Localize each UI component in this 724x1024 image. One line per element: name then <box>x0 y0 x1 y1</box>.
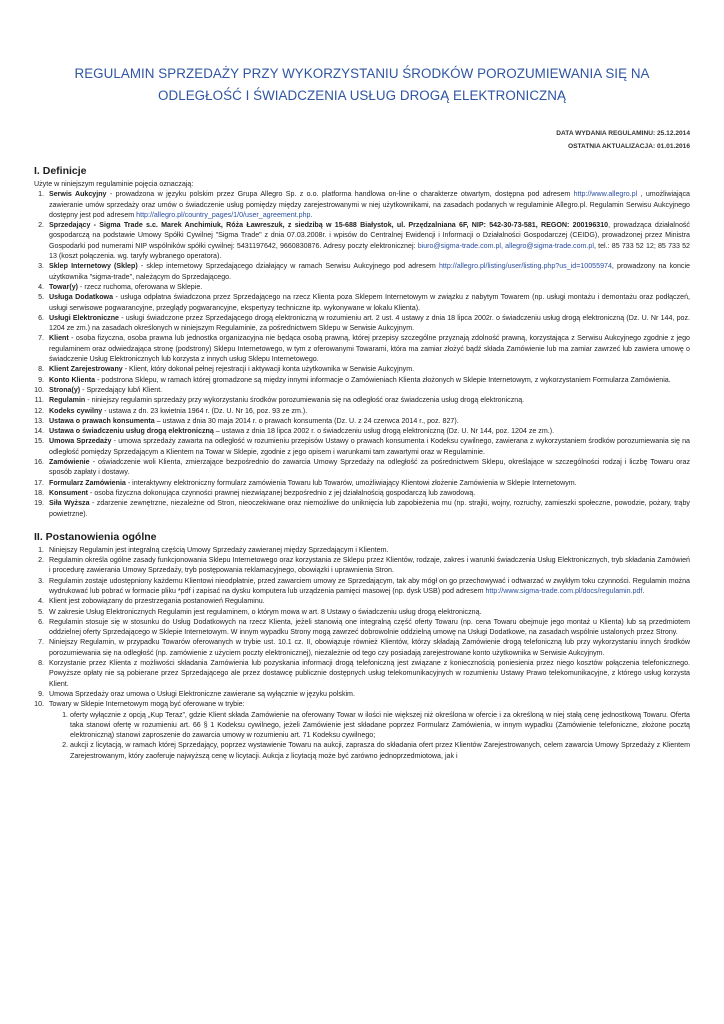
definition-item <box>34 416 690 426</box>
item-number: 3. <box>38 576 44 585</box>
item-number: 5. <box>38 607 44 616</box>
item-text: W zakresie Usług Elektronicznych Regulamin jest regulaminem, o którym mowa w art. 8 Ustawy o świadczeniu usług drogą elektroniczną. <box>49 607 482 616</box>
defined-term: Klient Zarejestrowany <box>49 365 123 374</box>
item-text: - umowa sprzedaży zawarta na odległość w rozumieniu przepisów Ustawy o prawach konsumenta i Kodeksu cywilnego, zawierana z wykorzystaniem środków porozumiewania się na odległość pomiędzy Sprzedającym a Klientem na Towar w Sklepie, zgodnie z jego opisem i warunkami tam zawartymi oraz w Regulaminie. <box>49 437 690 456</box>
item-text: , tel.: 85 733 52 12; 85 733 52 13 (koszt połączenia. wg. taryfy wybranego operatora). <box>49 241 690 261</box>
defined-term: Towar(y) <box>49 282 79 291</box>
item-number: 17. <box>34 478 44 487</box>
item-link[interactable]: http://allegro.pl/country_pages/1/0/user_agreement.php <box>136 210 311 219</box>
item-text: - podstrona Sklepu, w ramach której gromadzone są między innymi informacje o Zamówieniach Klienta złożonych w Sklepie Internetowym, z wykorzystaniem Formularza Zamówienia. <box>95 375 671 384</box>
item-number: 7. <box>38 334 44 343</box>
item-number: 2. <box>38 556 44 565</box>
item-link[interactable]: biuro@sigma-trade.com.pl, allegro@sigma-trade.com.pl <box>417 241 594 250</box>
definition-item <box>34 292 690 313</box>
defined-term: Ustawa o świadczeniu usług drogą elektroniczną <box>49 427 214 436</box>
item-text: – ustawa z dnia 18 lipca 2002 r. o świadczeniu usług drogą elektroniczną (Dz. U. Nr 144, poz. 1204 ze zm.). <box>213 427 555 436</box>
provision-item <box>34 699 690 709</box>
provision-subitems <box>34 710 690 761</box>
item-text: . <box>310 210 313 219</box>
item-text: - niniejszy regulamin sprzedaży przy wykorzystaniu środków porozumiewania się na odległość oraz świadczenia usług drogą elektroniczną. <box>85 396 525 405</box>
definition-item <box>34 220 690 261</box>
defined-term: Siła Wyższa <box>49 499 90 508</box>
item-text: Niniejszy Regulamin jest integralną częścią Umowy Sprzedaży zawieranej między Sprzedającym i Klientem. <box>49 545 389 554</box>
defined-term: Usługi Elektroniczne <box>49 313 119 322</box>
item-number: 4. <box>38 597 44 606</box>
item-text: Umowa Sprzedaży oraz umowa o Usługi Elektroniczne zawierane są wyłącznie w języku polskim. <box>49 689 355 698</box>
issue-date: DATA WYDANIA REGULAMINU: 25.12.2014 <box>556 130 690 137</box>
item-number: 10. <box>34 385 44 394</box>
defined-term: Sklep Internetowy (Sklep) <box>49 262 138 271</box>
item-number: 13. <box>34 416 44 425</box>
provision-item <box>34 545 690 555</box>
item-number: 3. <box>38 262 44 271</box>
defined-term: Formularz Zamówienia <box>49 478 126 487</box>
section-heading-general: II. Postanowienia ogólne <box>34 530 157 543</box>
definition-item <box>34 406 690 416</box>
provision-item <box>34 576 690 597</box>
item-text: - usługi świadczone przez Sprzedającego drogą elektroniczną w rozumieniu art. 2 ust. 4 ustawy z dnia 18 lipca 2002r. o świadczeniu usług drogą elektroniczną (Dz. U. Nr 144, poz. 1204 ze zm.) na zasadach określonych w niniejszym Regulaminie, za pośrednictwem Sklepu w Serwisie Aukcyjnym. <box>49 313 690 333</box>
definitions-list <box>34 189 690 519</box>
definition-item <box>34 313 690 334</box>
item-number: 18. <box>34 488 44 497</box>
item-number: 6. <box>38 617 44 626</box>
defined-term: Strona(y) <box>49 385 81 394</box>
item-text: - Sprzedający lub/i Klient. <box>80 385 163 394</box>
item-text: Klient jest zobowiązany do przestrzegania postanowień Regulaminu. <box>49 597 265 606</box>
item-text: . <box>642 586 645 595</box>
item-number: 19. <box>34 499 44 508</box>
definition-item <box>34 189 690 220</box>
item-number: 6. <box>38 313 44 322</box>
definition-item <box>34 457 690 478</box>
definition-item <box>34 261 690 282</box>
provision-item <box>34 658 690 689</box>
defined-term: Konsument <box>49 488 89 497</box>
item-number: 16. <box>34 458 44 467</box>
document-title <box>34 0 690 107</box>
item-number: 8. <box>38 365 44 374</box>
defined-term: Zamówienie <box>49 458 90 467</box>
provision-subitem <box>58 740 690 761</box>
item-text: - osoba fizyczna dokonująca czynności prawnej niezwiązanej bezpośrednio z jej działalnością gospodarczą lub zawodową. <box>88 488 476 497</box>
item-text: , umożliwiająca zawieranie umów sprzedaży oraz umów o świadczenie usług pomiędzy między zarejestrowanymi w niej użytkownikami, na zasadach podanych w regulaminie Allegro.pl. Regulamin Serwisu Aukcyjnego dostępny jest pod adresem <box>49 190 690 219</box>
definition-item <box>34 478 690 488</box>
item-number: 7. <box>38 638 44 647</box>
provision-item <box>34 555 690 576</box>
item-text: - usługa odpłatna świadczona przez Sprzedającego na rzecz Klienta poza Sklepem Internetowym w związku z nabytym Towarem (np. usługi montażu i demontażu oraz podłączeń, usługi serwisowe pogwarancyjne, przeglądy pogwarancyjne, ekspertyzy techniczne itp. wykonywane w lokalu Klienta). <box>49 293 690 312</box>
general-provisions-list <box>34 545 690 761</box>
title-line-1: REGULAMIN SPRZEDAŻY PRZY WYKORZYSTANIU ŚRODKÓW POROZUMIEWANIA SIĘ NA <box>74 66 650 81</box>
defined-term: Serwis Aukcyjny <box>49 190 107 199</box>
item-text: - oświadczenie woli Klienta, zmierzające bezpośrednio do zawarcia Umowy Sprzedaży na odległość za pośrednictwem Sklepu, określające w szczególności rodzaj i liczbę Towaru oraz sposób zapłaty i dostawy. <box>49 458 690 477</box>
definition-item <box>34 498 690 519</box>
definition-item <box>34 375 690 385</box>
item-number: 11. <box>34 396 44 405</box>
definition-item <box>34 436 690 457</box>
defined-term: Konto Klienta <box>49 375 96 384</box>
title-line-2: ODLEGŁOŚĆ I ŚWIADCZENIA USŁUG DROGĄ ELEKTRONICZNĄ <box>158 88 566 103</box>
item-number: 5. <box>38 293 44 302</box>
item-number: 1. <box>38 545 44 554</box>
item-number: 1. <box>38 190 44 199</box>
item-number: 4. <box>38 282 44 291</box>
item-number: 12. <box>34 406 44 415</box>
defined-term: Klient <box>49 334 69 343</box>
item-number: 10. <box>34 700 44 709</box>
item-text: - Klient, który dokonał pełnej rejestracji i aktywacji konta użytkownika w Serwisie Aukcyjnym. <box>122 365 415 374</box>
item-number: 9. <box>38 375 44 384</box>
definitions-lead: Użyte w niniejszym regulaminie pojęcia oznaczają: <box>34 180 194 188</box>
defined-term: Regulamin <box>49 396 86 405</box>
item-text: aukcji z licytacją, w ramach której Sprzedający, poprzez wystawienie Towaru na aukcji, zaprasza do składania ofert przez Klientów Zarejestrowanych, celem zawarcia Umowy Sprzedaży z Klientem Zarejestrowanym, który zaoferuje najwyższą cenę w licytacji. Aukcja z licytacją może być zarówno jednoprzedmiotowa, jak i <box>70 741 690 760</box>
item-number: 2. <box>62 741 68 750</box>
definition-item <box>34 385 690 395</box>
item-text: Niniejszy Regulamin, w przypadku Towarów oferowanych w trybie ust. 10.1 cz. II, obowiązuje również Klientów, którzy składają Zamówienie drogą telefoniczną lub przy wykorzystaniu innych środków porozumiewania się na odległość (np. zamówienie z użyciem poczty elektronicznej), niezależnie od tego czy posiadają zarejestrowane konto użytkownika w Serwisie Aukcyjnym. <box>49 638 690 657</box>
defined-term: Sprzedający - Sigma Trade s.c. Marek Anchimiuk, Róża Ławreszuk, z siedzibą w 15-688 Białystok, ul. Przędzalniana 6F, NIP: 542-30-73-581, REGON: 200196310 <box>49 221 609 230</box>
item-text: Regulamin zostaje udostępniony każdemu Klientowi nieodpłatnie, przed zawarciem umowy ze Sprzedającym, tak aby mógł on go przechowywać i odtwarzać w zwykłym toku czynności. Regulamin można wydrukować lub pobrać w formacie pliku *pdf i zapisać na dysku komputera lub urządzenia pamięci masowej (np. dysk USB) pod adresem <box>49 576 690 595</box>
item-text: – ustawa z dnia 30 maja 2014 r. o prawach konsumenta (Dz. U. z 24 czerwca 2014 r., poz. 827). <box>154 416 459 425</box>
item-text: , prowadząca działalność gospodarczą na podstawie Umowy Spółki Cywilnej "Sigma Trade" z dnia 07.03.2008r. i wpisów do Centralnej Ewidencji i Informacji o Działalności Gospodarczej (CEIDG), prowadzonej przez Ministra Gospodarki pod numerami NIP wspólników spółki cywilnej: 5431197642, 9660830876. Adresy poczty elektronicznej: <box>49 221 690 250</box>
item-text: - rzecz ruchoma, oferowana w Sklepie. <box>78 282 203 291</box>
item-text: - zdarzenie zewnętrzne, niezależne od Stron, nieoczekiwane oraz niemożliwe do uniknięcia lub zapobieżenia mu (np. strajki, wojny, rozruchy, zamieszki społeczne, powodzie, pożary, trąby powietrzne). <box>49 499 690 518</box>
definition-item <box>34 488 690 498</box>
defined-term: Ustawa o prawach konsumenta <box>49 416 155 425</box>
item-text: Regulamin stosuje się w stosunku do Usług Dodatkowych na rzecz Klienta, jeżeli stanowią one integralną część oferty Towaru (np. cena Towaru obejmuje jego montaż u Klienta) lub są przedmiotem oddzielnej oferty Sprzedającego w Sklepie Internetowym. W innym wypadku Strony mogą zawrzeć dobrowolnie oddzielną umowę na Usługi Dodatkowe, na zasadach wspólnie ustalonych przez Strony. <box>49 617 690 637</box>
item-text: oferty wyłącznie z opcją „Kup Teraz”, gdzie Klient składa Zamówienie na oferowany Towar w ilości nie większej niż określona w ofercie i za określoną w niej stałą cenę jednostkową Towaru. Oferta taka stanowi ofertę w rozumieniu art. 66 § 1 Kodeksu cywilnego, jeżeli Zamówienie jest składane poprzez Formularz Zamówienia, w innym wypadku (Zamówienie telefoniczne, złożone pocztą elektroniczną) stanowi zaproszenie do zawarcia umowy w rozumieniu art. 71 Kodeksu cywilnego; <box>70 710 690 740</box>
provision-item <box>34 607 690 617</box>
provision-item <box>34 689 690 699</box>
defined-term: Usługa Dodatkowa <box>49 293 114 302</box>
definition-item <box>34 364 690 374</box>
item-text: Towary w Sklepie Internetowym mogą być oferowane w trybie: <box>49 700 245 709</box>
item-text: Regulamin określa ogólne zasady funkcjonowania Sklepu Internetowego oraz korzystania ze Sklepu przez Klientów, rodzaje, zakres i warunki świadczenia Usług Elektronicznych, tryb składania Zamówień i procedurę zawierania Umowy Sprzedaży, tryb postępowania reklamacyjnego, obowiązki i uprawnienia Stron. <box>49 556 690 575</box>
item-link[interactable]: http://www.allegro.pl <box>573 190 638 199</box>
item-text: - prowadzona w języku polskim przez Grupa Allegro Sp. z o.o. platforma handlowa on-line o charakterze otwartym, dostępna pod adresem <box>106 190 574 199</box>
document-meta <box>34 127 690 153</box>
section-heading-definitions: I. Definicje <box>34 165 87 177</box>
provision-item <box>34 637 690 658</box>
item-text: - sklep internetowy Sprzedającego działający w ramach Serwisu Aukcyjnego pod adresem <box>137 262 439 271</box>
item-number: 15. <box>34 437 44 446</box>
item-text: - ustawa z dn. 23 kwietnia 1964 r. (Dz. U. Nr 16, poz. 93 ze zm.). <box>102 406 308 415</box>
item-number: 1. <box>62 710 68 719</box>
item-number: 14. <box>34 427 44 436</box>
item-text: - interaktywny elektroniczny formularz zamówienia Towaru lub Towarów, umożliwiający Klientowi złożenie Zamówienia w Sklepie Internetowym. <box>125 478 577 487</box>
item-text: Korzystanie przez Klienta z możliwości składania Zamówienia lub pozyskania informacji drogą telefoniczną jest związane z koniecznością poniesienia przez niego kosztów połączenia telefonicznego. Powyższe opłaty nie są pobierane przez Sprzedającego ale przez dostawcę publicznie dostępnych usług telekomunikacyjnych w rozumieniu Ustawy Prawo telekomunikacyjne, z którego usług korzysta Klient. <box>49 659 690 688</box>
provision-item <box>34 617 690 638</box>
defined-term: Kodeks cywilny <box>49 406 103 415</box>
definition-item <box>34 282 690 292</box>
item-text: - osoba fizyczna, osoba prawna lub jednostka organizacyjna nie będąca osobą prawną, której przepisy szczególne przyznają zdolność prawną, korzystająca z Serwisu Aukcyjnego zgodnie z jego regulaminem oraz odwiedzająca stronę (podstrony) Sklepu Internetowego, w tym z oferowanymi Towarami, która ma zamiar złożyć bądź składa Zamówienie lub ma zamiar zawrzeć lub zawiera umowę o świadczenie Usług Elektronicznych lub korzysta z innych usług Sklepu Internetowego. <box>49 334 690 364</box>
definition-item <box>34 333 690 364</box>
update-date: OSTATNIA AKTUALIZACJA: 01.01.2016 <box>567 143 690 150</box>
definition-item <box>34 426 690 436</box>
provision-subitem <box>58 710 690 741</box>
item-link[interactable]: http://allegro.pl/listing/user/listing.php?us_id=10055974 <box>438 262 612 271</box>
provision-item <box>34 596 690 606</box>
item-link[interactable]: http://www.sigma-trade.com.pl/docs/regulamin.pdf <box>485 586 643 595</box>
item-number: 9. <box>38 689 44 698</box>
definition-item <box>34 395 690 405</box>
defined-term: Umowa Sprzedaży <box>49 437 112 446</box>
item-text: , prowadzony na koncie użytkownika "sigma-trade", należącym do Sprzedającego. <box>49 262 690 281</box>
item-number: 8. <box>38 659 44 668</box>
item-number: 2. <box>38 221 44 230</box>
